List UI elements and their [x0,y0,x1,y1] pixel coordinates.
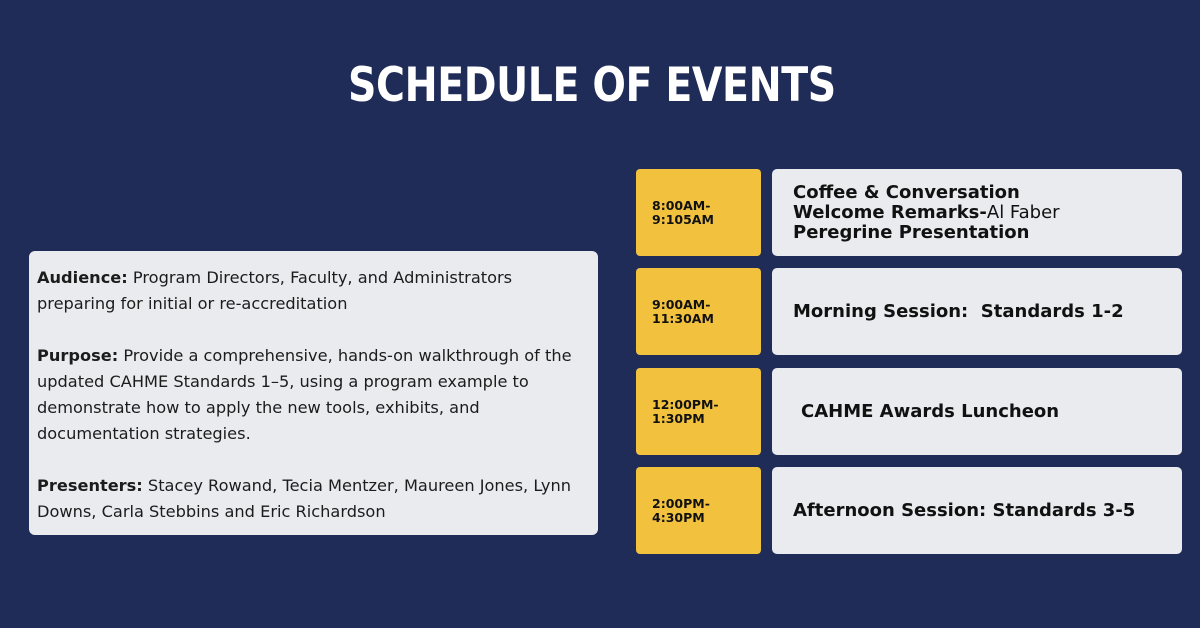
presenters-paragraph [37,473,590,525]
time-end: 11:30AM [652,310,714,326]
audience-text: Program Directors, Faculty, and Administrators preparing for initial or re-accreditation [37,268,513,313]
page-title: SCHEDULE OF EVENTS [348,58,836,113]
schedule-item-line: Afternoon Session: Standards 3-5 [793,499,1136,521]
time-start: 2:00PM- [652,495,710,511]
schedule-item-2 [772,268,1182,355]
time-start: 12:00PM- [652,396,719,412]
welcome-remarks-speaker: Al Faber [986,201,1060,223]
audience-label: Audience: [37,268,128,287]
schedule-item-line: Morning Session: Standards 1-2 [793,300,1124,322]
schedule-item-line: Coffee & Conversation [793,181,1020,203]
time-end: 9:105AM [652,211,714,227]
purpose-text: Provide a comprehensive, hands-on walkthrough of the updated CAHME Standards 1–5, using a program example to demonstrate how to apply the new tools, exhibits, and documentation strategies. [37,346,572,443]
presenters-text: Stacey Rowand, Tecia Mentzer, Maureen Jones, Lynn Downs, Carla Stebbins and Eric Richardson [37,476,571,521]
schedule-item-line: CAHME Awards Luncheon [801,400,1060,422]
audience-paragraph [37,265,590,317]
schedule-item-4 [772,467,1182,554]
schedule-time-3 [636,368,761,455]
time-start: 9:00AM- [652,296,711,312]
event-info-panel [29,251,598,535]
schedule-time-1 [636,169,761,256]
schedule-item-line [793,203,1182,223]
schedule-item-line: Peregrine Presentation [793,221,1030,243]
schedule-time-2 [636,268,761,355]
purpose-label: Purpose: [37,346,119,365]
time-end: 1:30PM [652,410,705,426]
schedule-item-3 [772,368,1182,455]
schedule-item-1 [772,169,1182,256]
purpose-paragraph [37,343,590,447]
time-end: 4:30PM [652,509,705,525]
schedule-time-4 [636,467,761,554]
presenters-label: Presenters: [37,476,143,495]
welcome-remarks-label: Welcome Remarks- [793,201,987,223]
time-start: 8:00AM- [652,197,711,213]
